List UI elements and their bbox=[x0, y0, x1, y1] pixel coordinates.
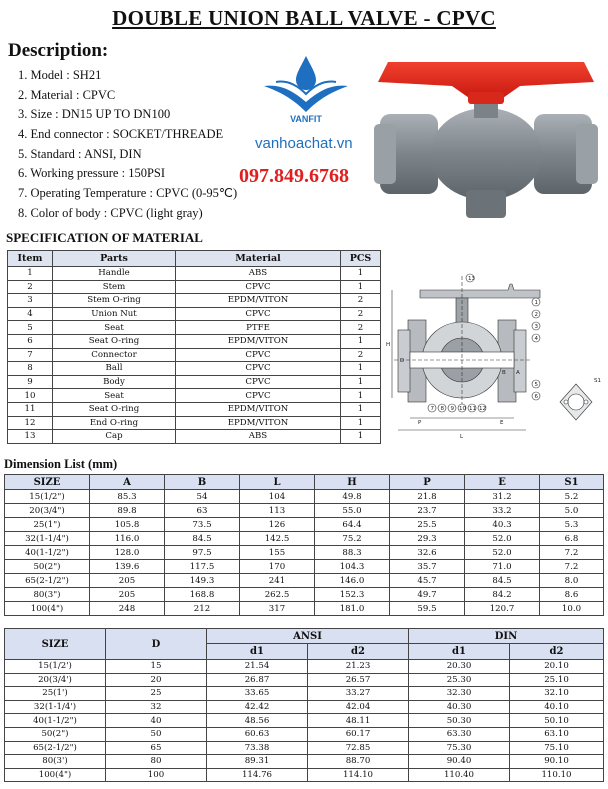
cell: 55.0 bbox=[315, 504, 390, 518]
cell: 97.5 bbox=[165, 546, 240, 560]
cell: 32.6 bbox=[390, 546, 465, 560]
cell: 241 bbox=[240, 574, 315, 588]
cell: 63.10 bbox=[510, 727, 604, 741]
cell: 40.3 bbox=[465, 518, 540, 532]
table-row bbox=[5, 490, 604, 504]
dimension-label: B bbox=[502, 370, 506, 376]
column-header: d2 bbox=[510, 644, 604, 660]
cell: 63.30 bbox=[409, 727, 510, 741]
cell: 155 bbox=[240, 546, 315, 560]
dimension-label: A bbox=[516, 370, 520, 376]
cell: 25.30 bbox=[409, 673, 510, 687]
cell: 5.3 bbox=[540, 518, 604, 532]
dimension-label: L bbox=[460, 434, 464, 440]
table-row bbox=[5, 700, 604, 714]
table-row bbox=[8, 416, 381, 430]
cell: 71.0 bbox=[465, 560, 540, 574]
dimension-label: H bbox=[386, 342, 391, 348]
cell: 90.10 bbox=[510, 755, 604, 769]
cell: 2 bbox=[341, 294, 381, 308]
cell: 40 bbox=[106, 714, 207, 728]
cell: 317 bbox=[240, 602, 315, 616]
cell: Seat O-ring bbox=[53, 402, 176, 416]
cell: 20(3/4') bbox=[5, 673, 106, 687]
cell: 60.17 bbox=[308, 727, 409, 741]
cell: 1 bbox=[8, 267, 53, 281]
cell: End O-ring bbox=[53, 416, 176, 430]
table-row bbox=[5, 518, 604, 532]
table-row bbox=[5, 546, 604, 560]
cell: Connector bbox=[53, 348, 176, 362]
cell: 52.0 bbox=[465, 546, 540, 560]
description-item: 3. Size : DN15 UP TO DN100 bbox=[18, 107, 171, 122]
cell: 42.04 bbox=[308, 700, 409, 714]
cell: 21.8 bbox=[390, 490, 465, 504]
cell: 7.2 bbox=[540, 546, 604, 560]
cell: 8.0 bbox=[540, 574, 604, 588]
cell: 15 bbox=[106, 660, 207, 674]
cell: 10 bbox=[8, 389, 53, 403]
column-header: Parts bbox=[53, 251, 176, 267]
cell: 1 bbox=[341, 389, 381, 403]
cell: 139.6 bbox=[90, 560, 165, 574]
cell: Seat O-ring bbox=[53, 334, 176, 348]
cell: 73.38 bbox=[207, 741, 308, 755]
cell: EPDM/VITON bbox=[176, 334, 341, 348]
cell: 5.2 bbox=[540, 490, 604, 504]
callout-label: 7 bbox=[430, 406, 434, 412]
cell: 25.10 bbox=[510, 673, 604, 687]
table-row bbox=[8, 307, 381, 321]
callout-label: 12 bbox=[479, 406, 486, 412]
cell: 65 bbox=[106, 741, 207, 755]
cell: 49.7 bbox=[390, 588, 465, 602]
cell: 5.0 bbox=[540, 504, 604, 518]
cell: 120.7 bbox=[465, 602, 540, 616]
cell: 168.8 bbox=[165, 588, 240, 602]
callout-label: 13 bbox=[468, 276, 475, 282]
cell: 33.65 bbox=[207, 687, 308, 701]
cell: 54 bbox=[165, 490, 240, 504]
table-row bbox=[8, 362, 381, 376]
cell: 105.8 bbox=[90, 518, 165, 532]
technical-drawing bbox=[386, 262, 604, 452]
cell: 1 bbox=[341, 267, 381, 281]
cell: 40.30 bbox=[409, 700, 510, 714]
table-row bbox=[8, 430, 381, 444]
cell: 25(1') bbox=[5, 687, 106, 701]
table-row bbox=[5, 602, 604, 616]
cell: 15(1/2") bbox=[5, 490, 90, 504]
cell: 65(2-1/2") bbox=[5, 741, 106, 755]
cell: 114.76 bbox=[207, 768, 308, 782]
callout-label: 10 bbox=[459, 406, 466, 412]
cell: 40(1-1/2") bbox=[5, 714, 106, 728]
table-header-row bbox=[5, 475, 604, 490]
cell: 42.42 bbox=[207, 700, 308, 714]
table-row bbox=[8, 402, 381, 416]
cell: 80 bbox=[106, 755, 207, 769]
ansi-din-table bbox=[4, 628, 604, 782]
vanfit-logo bbox=[256, 52, 356, 124]
cell: 149.3 bbox=[165, 574, 240, 588]
cell: 7 bbox=[8, 348, 53, 362]
cell: EPDM/VITON bbox=[176, 416, 341, 430]
cell: EPDM/VITON bbox=[176, 294, 341, 308]
cell: 1 bbox=[341, 402, 381, 416]
table-row bbox=[5, 727, 604, 741]
cell: 80(3") bbox=[5, 588, 90, 602]
table-row bbox=[8, 321, 381, 335]
column-header: d1 bbox=[409, 644, 510, 660]
cell: 40(1-1/2") bbox=[5, 546, 90, 560]
cell: 116.0 bbox=[90, 532, 165, 546]
cell: 89.8 bbox=[90, 504, 165, 518]
cell: 48.11 bbox=[308, 714, 409, 728]
cell: 90.40 bbox=[409, 755, 510, 769]
column-header: SIZE bbox=[5, 629, 106, 660]
cell: 1 bbox=[341, 280, 381, 294]
cell: 8 bbox=[8, 362, 53, 376]
logo-text: VANFIT bbox=[290, 114, 322, 124]
description-item: 4. End connector : SOCKET/THREADE bbox=[18, 127, 224, 142]
page-title: DOUBLE UNION BALL VALVE - CPVC bbox=[112, 6, 496, 30]
cell: 29.3 bbox=[390, 532, 465, 546]
cell: 100(4") bbox=[5, 768, 106, 782]
website-text: vanhoachat.vn bbox=[255, 135, 353, 152]
cell: 3 bbox=[8, 294, 53, 308]
cell: Seat bbox=[53, 321, 176, 335]
cell: CPVC bbox=[176, 280, 341, 294]
cell: 84.5 bbox=[165, 532, 240, 546]
dimension-table bbox=[4, 474, 604, 616]
callout-label: 2 bbox=[534, 312, 538, 318]
cell: 26.87 bbox=[207, 673, 308, 687]
cell: 35.7 bbox=[390, 560, 465, 574]
cell: 20.30 bbox=[409, 660, 510, 674]
cell: 13 bbox=[8, 430, 53, 444]
cell: 26.57 bbox=[308, 673, 409, 687]
description-heading: Description: bbox=[8, 40, 109, 61]
table-row bbox=[5, 755, 604, 769]
cell: 21.54 bbox=[207, 660, 308, 674]
table-row bbox=[5, 660, 604, 674]
cell: 5 bbox=[8, 321, 53, 335]
cell: 33.27 bbox=[308, 687, 409, 701]
cell: 248 bbox=[90, 602, 165, 616]
table-header-row bbox=[8, 251, 381, 267]
cell: 170 bbox=[240, 560, 315, 574]
description-item: 7. Operating Temperature : CPVC (0-95℃) bbox=[18, 186, 238, 201]
cell: 113 bbox=[240, 504, 315, 518]
table-row bbox=[8, 348, 381, 362]
cell: Body bbox=[53, 375, 176, 389]
column-header: D bbox=[106, 629, 207, 660]
cell: Handle bbox=[53, 267, 176, 281]
column-header: B bbox=[165, 475, 240, 490]
cell: 1 bbox=[341, 362, 381, 376]
table-row bbox=[8, 334, 381, 348]
column-header: DIN bbox=[409, 629, 604, 644]
cell: 6.8 bbox=[540, 532, 604, 546]
cell: 64.4 bbox=[315, 518, 390, 532]
column-header: d1 bbox=[207, 644, 308, 660]
cell: 152.3 bbox=[315, 588, 390, 602]
cell: 40.10 bbox=[510, 700, 604, 714]
cell: 84.2 bbox=[465, 588, 540, 602]
cell: 7.2 bbox=[540, 560, 604, 574]
table-row bbox=[8, 280, 381, 294]
column-header: SIZE bbox=[5, 475, 90, 490]
cell: 4 bbox=[8, 307, 53, 321]
cell: 59.5 bbox=[390, 602, 465, 616]
table-row bbox=[5, 673, 604, 687]
cell: 75.2 bbox=[315, 532, 390, 546]
table-row bbox=[5, 714, 604, 728]
table-row bbox=[5, 574, 604, 588]
table-row bbox=[8, 267, 381, 281]
column-header: S1 bbox=[540, 475, 604, 490]
cell: Union Nut bbox=[53, 307, 176, 321]
cell: 20.10 bbox=[510, 660, 604, 674]
description-item: 6. Working pressure : 150PSI bbox=[18, 166, 166, 181]
cell: 75.30 bbox=[409, 741, 510, 755]
dimension-label: S1 bbox=[594, 378, 601, 384]
cell: 100 bbox=[106, 768, 207, 782]
cell: 110.10 bbox=[510, 768, 604, 782]
cell: 181.0 bbox=[315, 602, 390, 616]
cell: 1 bbox=[341, 375, 381, 389]
cell: 2 bbox=[341, 348, 381, 362]
cell: Cap bbox=[53, 430, 176, 444]
cell: 63 bbox=[165, 504, 240, 518]
cell: 50.30 bbox=[409, 714, 510, 728]
cell: CPVC bbox=[176, 375, 341, 389]
cell: 117.5 bbox=[165, 560, 240, 574]
cell: Ball bbox=[53, 362, 176, 376]
column-header: Item bbox=[8, 251, 53, 267]
cell: 2 bbox=[341, 321, 381, 335]
cell: 25(1") bbox=[5, 518, 90, 532]
cell: ABS bbox=[176, 430, 341, 444]
phone-number: 097.849.6768 bbox=[239, 165, 349, 187]
cell: 20 bbox=[106, 673, 207, 687]
column-header: ANSI bbox=[207, 629, 409, 644]
cell: 32(1-1/4") bbox=[5, 532, 90, 546]
cell: 89.31 bbox=[207, 755, 308, 769]
dimension-list-heading: Dimension List (mm) bbox=[4, 457, 118, 471]
cell: 25.5 bbox=[390, 518, 465, 532]
cell: 88.3 bbox=[315, 546, 390, 560]
cell: Seat bbox=[53, 389, 176, 403]
cell: 1 bbox=[341, 430, 381, 444]
cell: 32 bbox=[106, 700, 207, 714]
cell: 146.0 bbox=[315, 574, 390, 588]
cell: EPDM/VITON bbox=[176, 402, 341, 416]
cell: 15(1/2') bbox=[5, 660, 106, 674]
cell: 2 bbox=[341, 307, 381, 321]
cell: PTFE bbox=[176, 321, 341, 335]
cell: 9 bbox=[8, 375, 53, 389]
cell: 212 bbox=[165, 602, 240, 616]
cell: 25 bbox=[106, 687, 207, 701]
cell: 114.10 bbox=[308, 768, 409, 782]
table-row bbox=[8, 375, 381, 389]
cell: 104 bbox=[240, 490, 315, 504]
cell: 52.0 bbox=[465, 532, 540, 546]
table-row bbox=[8, 389, 381, 403]
cell: 10.0 bbox=[540, 602, 604, 616]
column-header: E bbox=[465, 475, 540, 490]
cell: 50(2") bbox=[5, 560, 90, 574]
callout-label: 8 bbox=[440, 406, 444, 412]
cell: CPVC bbox=[176, 348, 341, 362]
column-header: A bbox=[90, 475, 165, 490]
cell: 32.30 bbox=[409, 687, 510, 701]
description-list bbox=[18, 66, 237, 224]
dimension-label: D bbox=[400, 358, 405, 364]
cell: 32(1-1/4') bbox=[5, 700, 106, 714]
valve-photo bbox=[370, 52, 602, 222]
cell: 20(3/4") bbox=[5, 504, 90, 518]
cell: 60.63 bbox=[207, 727, 308, 741]
callout-label: 9 bbox=[450, 406, 454, 412]
cell: 11 bbox=[8, 402, 53, 416]
table-row bbox=[8, 294, 381, 308]
table-row bbox=[5, 504, 604, 518]
cell: 21.23 bbox=[308, 660, 409, 674]
dimension-label: P bbox=[418, 420, 422, 426]
cell: 75.10 bbox=[510, 741, 604, 755]
table-row bbox=[5, 588, 604, 602]
column-header: PCS bbox=[341, 251, 381, 267]
column-header: Material bbox=[176, 251, 341, 267]
cell: 128.0 bbox=[90, 546, 165, 560]
cell: 12 bbox=[8, 416, 53, 430]
cell: 45.7 bbox=[390, 574, 465, 588]
table-header-row bbox=[5, 629, 604, 644]
cell: 110.40 bbox=[409, 768, 510, 782]
cell: 205 bbox=[90, 574, 165, 588]
column-header: d2 bbox=[308, 644, 409, 660]
cell: 100(4") bbox=[5, 602, 90, 616]
callout-label: 3 bbox=[534, 324, 538, 330]
callout-label: 5 bbox=[534, 382, 538, 388]
material-spec-table bbox=[7, 250, 381, 444]
cell: CPVC bbox=[176, 389, 341, 403]
cell: ABS bbox=[176, 267, 341, 281]
cell: 6 bbox=[8, 334, 53, 348]
cell: 73.5 bbox=[165, 518, 240, 532]
callout-label: 1 bbox=[534, 300, 538, 306]
cell: Stem bbox=[53, 280, 176, 294]
cell: 80(3') bbox=[5, 755, 106, 769]
cell: 8.6 bbox=[540, 588, 604, 602]
description-item: 2. Material : CPVC bbox=[18, 87, 116, 102]
table-row bbox=[5, 768, 604, 782]
cell: 126 bbox=[240, 518, 315, 532]
cell: 104.3 bbox=[315, 560, 390, 574]
cell: CPVC bbox=[176, 307, 341, 321]
cell: 50 bbox=[106, 727, 207, 741]
callout-label: 4 bbox=[534, 336, 538, 342]
cell: 2 bbox=[8, 280, 53, 294]
cell: 31.2 bbox=[465, 490, 540, 504]
column-header: H bbox=[315, 475, 390, 490]
column-header: P bbox=[390, 475, 465, 490]
cell: 48.56 bbox=[207, 714, 308, 728]
cell: 65(2-1/2") bbox=[5, 574, 90, 588]
cell: 1 bbox=[341, 334, 381, 348]
column-header: L bbox=[240, 475, 315, 490]
cell: 84.5 bbox=[465, 574, 540, 588]
table-row bbox=[5, 741, 604, 755]
cell: 50(2") bbox=[5, 727, 106, 741]
cell: 72.85 bbox=[308, 741, 409, 755]
cell: 85.3 bbox=[90, 490, 165, 504]
cell: 23.7 bbox=[390, 504, 465, 518]
table-row bbox=[5, 532, 604, 546]
description-item: 8. Color of body : CPVC (light gray) bbox=[18, 205, 203, 220]
cell: 1 bbox=[341, 416, 381, 430]
material-spec-heading: SPECIFICATION OF MATERIAL bbox=[6, 230, 203, 245]
cell: 33.2 bbox=[465, 504, 540, 518]
cell: Stem O-ring bbox=[53, 294, 176, 308]
cell: 50.10 bbox=[510, 714, 604, 728]
cell: 49.8 bbox=[315, 490, 390, 504]
cell: 205 bbox=[90, 588, 165, 602]
cell: CPVC bbox=[176, 362, 341, 376]
table-row bbox=[5, 560, 604, 574]
callout-label: 11 bbox=[469, 406, 476, 412]
dimension-label: E bbox=[500, 420, 504, 426]
cell: 142.5 bbox=[240, 532, 315, 546]
description-item: 1. Model : SH21 bbox=[18, 68, 102, 82]
cell: 262.5 bbox=[240, 588, 315, 602]
callout-label: 6 bbox=[534, 394, 538, 400]
table-row bbox=[5, 687, 604, 701]
description-item: 5. Standard : ANSI, DIN bbox=[18, 146, 142, 161]
cell: 88.70 bbox=[308, 755, 409, 769]
cell: 32.10 bbox=[510, 687, 604, 701]
